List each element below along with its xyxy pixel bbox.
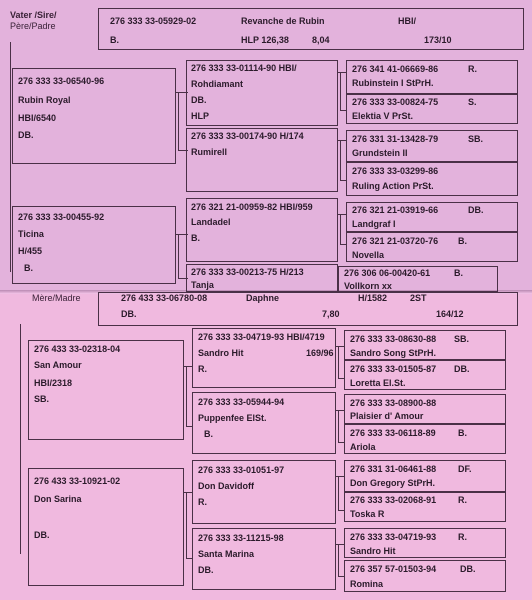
- ds-sire-number: 169/96: [306, 348, 334, 358]
- ds-dam-color: B.: [204, 429, 213, 439]
- sds-sire-name: Landgraf I: [352, 219, 396, 229]
- sdd-sire-reg: 276 306 06-00420-61: [344, 268, 431, 278]
- sss-sire-color: R.: [468, 64, 477, 74]
- sd-sire-name: Landadel: [191, 217, 231, 227]
- ss-dam-name: Rumirell: [191, 147, 228, 157]
- dds-sire-name: Don Gregory StPrH.: [350, 478, 436, 488]
- dsd-dam-reg: 276 333 33-06118-89: [350, 428, 436, 438]
- sire-dam-name: Ticina: [18, 229, 44, 239]
- dam-number: 164/12: [436, 309, 464, 319]
- ds-sire-color: R.: [198, 364, 207, 374]
- connector: [186, 492, 187, 558]
- sire-score: 8,04: [312, 35, 330, 45]
- dam-sire-reg: 276 433 33-02318-04: [34, 344, 121, 354]
- ss-sire-reg: 276 333 33-01114-90 HBI/: [191, 63, 297, 73]
- sire-sire-breed: HBI/6540: [18, 113, 57, 123]
- dd-dam-color: DB.: [198, 565, 214, 575]
- sd-dam-reg: 276 333 33-00213-75 H/213: [191, 267, 304, 277]
- ds-dam-reg: 276 333 33-05944-94: [198, 397, 285, 407]
- dss-sire-color: SB.: [454, 334, 470, 344]
- ssd-sire-color: SB.: [468, 134, 484, 144]
- dss-dam-name: Loretta El.St.: [350, 378, 406, 388]
- dds-sire-reg: 276 331 31-06461-88: [350, 464, 437, 474]
- sire-reg: 276 333 33-05929-02: [110, 16, 197, 26]
- sdd-sire-color: B.: [454, 268, 463, 278]
- ds-sire-reg: 276 333 33-04719-93 HBI/4719: [198, 332, 325, 342]
- ddd-dam-reg: 276 357 57-01503-94: [350, 564, 437, 574]
- dsd-dam-color: B.: [458, 428, 467, 438]
- sire-dam-breed: H/455: [18, 246, 43, 256]
- dsd-sire-reg: 276 333 33-08900-88: [350, 398, 437, 408]
- dam-sire-color: SB.: [34, 394, 50, 404]
- connector: [340, 214, 341, 244]
- sd-dam-name: Tanja: [191, 280, 214, 290]
- dam-reg: 276 433 33-06780-08: [121, 293, 208, 303]
- connector: [178, 234, 179, 278]
- connector: [338, 410, 339, 442]
- sire-color: B.: [110, 35, 119, 45]
- ddd-sire-reg: 276 333 33-04719-93: [350, 532, 437, 542]
- ss-sire-extra: HLP: [191, 111, 209, 121]
- sss-sire-name: Rubinstein I StPrH.: [352, 78, 434, 88]
- dam-sire-name: San Amour: [34, 360, 82, 370]
- ds-dam-name: Puppenfee ElSt.: [198, 413, 267, 423]
- sdd-sire-name: Vollkorn xx: [344, 281, 392, 291]
- sss-sire-reg: 276 341 41-06669-86: [352, 64, 439, 74]
- dds-dam-name: Toska R: [350, 509, 385, 519]
- sss-dam-name: Elektia V PrSt.: [352, 111, 414, 121]
- sire-sire-name: Rubin Royal: [18, 95, 71, 105]
- dss-sire-reg: 276 333 33-08630-88: [350, 334, 437, 344]
- sss-dam-reg: 276 333 33-00824-75: [352, 97, 439, 107]
- sd-sire-color: B.: [191, 233, 200, 243]
- dam-note: 2ST: [410, 293, 427, 303]
- sire-connector: [10, 42, 11, 272]
- dss-dam-reg: 276 333 33-01505-87: [350, 364, 437, 374]
- ddd-sire-name: Sandro Hit: [350, 546, 396, 556]
- sire-breed: HBI/: [398, 16, 416, 26]
- dam-color: DB.: [121, 309, 137, 319]
- connector: [338, 476, 339, 510]
- connector: [186, 366, 187, 426]
- ss-sire-name: Rohdiamant: [191, 79, 244, 89]
- sire-label: Vater /Sire/: [10, 10, 57, 20]
- dam-score: 7,80: [322, 309, 340, 319]
- sire-sire-color: DB.: [18, 130, 34, 140]
- dds-sire-color: DF.: [458, 464, 472, 474]
- dss-sire-name: Sandro Song StPrH.: [350, 348, 437, 358]
- sds-dam-color: B.: [458, 236, 467, 246]
- ss-dam-reg: 276 333 33-00174-90 H/174: [191, 131, 304, 141]
- dam-breed: H/1582: [358, 293, 388, 303]
- dss-dam-color: DB.: [454, 364, 470, 374]
- ssd-dam-name: Ruling Action PrSt.: [352, 181, 434, 191]
- connector: [178, 92, 179, 150]
- sss-dam-color: S.: [468, 97, 477, 107]
- dd-sire-reg: 276 333 33-01051-97: [198, 465, 285, 475]
- ss-sire-color: DB.: [191, 95, 207, 105]
- dam-name: Daphne: [246, 293, 280, 303]
- sire-label-alt: Père/Padre: [10, 21, 56, 31]
- sire-number: 173/10: [424, 35, 452, 45]
- sds-dam-reg: 276 321 21-03720-76: [352, 236, 439, 246]
- dam-dam-color: DB.: [34, 530, 50, 540]
- ssd-sire-name: Grundstein II: [352, 148, 408, 158]
- ddd-sire-color: R.: [458, 532, 467, 542]
- dd-dam-name: Santa Marina: [198, 549, 255, 559]
- sire-sire-reg: 276 333 33-06540-96: [18, 76, 105, 86]
- sire-name: Revanche de Rubin: [241, 16, 325, 26]
- ddd-dam-color: DB.: [460, 564, 476, 574]
- dd-sire-name: Don Davidoff: [198, 481, 254, 491]
- dds-dam-color: R.: [458, 495, 467, 505]
- dds-dam-reg: 276 333 33-02068-91: [350, 495, 437, 505]
- dd-dam-reg: 276 333 33-11215-98: [198, 533, 284, 543]
- sds-dam-name: Novella: [352, 250, 385, 260]
- dam-connector: [20, 324, 21, 554]
- dd-sire-color: R.: [198, 497, 207, 507]
- dsd-dam-name: Ariola: [350, 442, 376, 452]
- connector: [340, 72, 341, 110]
- dam-dam-name: Don Sarina: [34, 494, 82, 504]
- sd-sire-reg: 276 321 21-00959-82 HBI/959: [191, 202, 313, 212]
- dam-label: Mère/Madre: [32, 293, 81, 303]
- sire-hlp: HLP 126,38: [241, 35, 289, 45]
- ddd-dam-name: Romina: [350, 579, 384, 589]
- connector: [338, 544, 339, 576]
- dam-dam-reg: 276 433 33-10921-02: [34, 476, 121, 486]
- dam-sire-box: [28, 340, 184, 440]
- dam-sire-breed: HBI/2318: [34, 378, 73, 388]
- sds-sire-color: DB.: [468, 205, 484, 215]
- sire-dam-color: B.: [24, 263, 33, 273]
- dsd-sire-name: Plaisier d' Amour: [350, 411, 424, 421]
- ssd-sire-reg: 276 331 31-13428-79: [352, 134, 439, 144]
- ssd-dam-reg: 276 333 33-03299-86: [352, 166, 439, 176]
- connector: [340, 140, 341, 180]
- connector: [338, 346, 339, 378]
- sire-header-box: [98, 8, 524, 50]
- sire-dam-reg: 276 333 33-00455-92: [18, 212, 105, 222]
- sds-sire-reg: 276 321 21-03919-66: [352, 205, 439, 215]
- ds-sire-name: Sandro Hit: [198, 348, 244, 358]
